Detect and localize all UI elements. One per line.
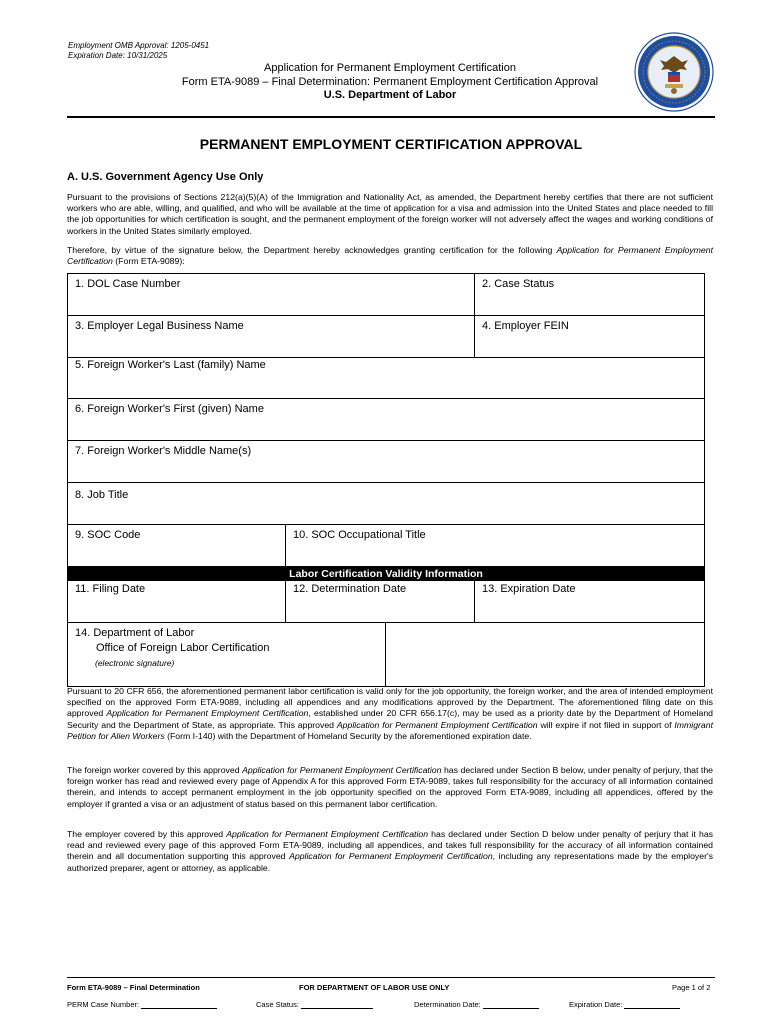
certification-paragraph: Pursuant to the provisions of Sections 212(a)(5)(A) of the Immigration and Nationality Act, as amended, the Department hereby certifies that there are not sufficient workers who are able, willing, and qualified, and who will be available at the time of application for a visa and admission into the United States and place needed to fill the job opportunities for which certification is sought, and the permanent employment of the foreign worker will not adversely affect the wages and working conditions of workers in the United States similarly employed. [67, 192, 713, 236]
field-label: 9. SOC Code [75, 529, 141, 541]
form-row [68, 315, 704, 357]
section-a-heading: A. U.S. Government Agency Use Only [67, 171, 264, 183]
expiration-date-blank[interactable] [624, 1000, 680, 1009]
field-label: 14. Department of Labor [75, 627, 195, 639]
electronic-signature-field[interactable] [385, 623, 704, 686]
header-agency: U.S. Department of Labor [323, 89, 457, 101]
determination-date-field[interactable] [285, 581, 474, 622]
text-run-italic: Application for Permanent Employment Certification [242, 765, 442, 775]
omb-expiration: Expiration Date: 10/31/2025 [68, 51, 168, 60]
form-row [68, 482, 704, 524]
text-run: (Form I-140) with the Department of Homeland Security by the aforementioned expiration date. [164, 730, 532, 741]
field-label: 13. Expiration Date [482, 583, 576, 595]
field-label: 8. Job Title [75, 489, 129, 501]
text-run: has declared under Section B below, under penalty of perjury, that the foreign worker has read and reviewed every page of Appendix A for this approved Form ETA-9089, takes full responsibility for the accuracy of all information contained therein, and intends to accept permanent employment in the job opportunity specified on the approved Form ETA-9089, including all appendices, offered by the employer if granted a visa or an adjustment of status based on this permanent labor certification. [67, 765, 713, 809]
foreign-worker-paragraph [67, 765, 713, 810]
text-run-italic: Application for Permanent Employment Certification [67, 245, 713, 267]
determination-date-blank[interactable] [483, 1000, 539, 1009]
omb-number: Employment OMB Approval: 1205-0451 [68, 41, 210, 50]
soc-code-field[interactable] [68, 525, 285, 566]
text-run: Pursuant to 20 CFR 656, the aforementioned permanent labor certification is valid only for the job opportunity, the foreign worker, and the area of intended employment specified on the approved Form ETA-9089, including all appendices and any modifications approved by the Department. The aforementioned filing date on this approved [67, 686, 713, 719]
text-run: has declared under Section D below under penalty of perjury that it has read and reviewed every page of this approved Form ETA-9089, including all appendices, and takes full responsibility for the accuracy of all information contained therein and all documentation supporting this approved [67, 829, 713, 862]
text-run-italic: Application for Permanent Employment Certification [106, 708, 309, 719]
form-row [68, 274, 704, 315]
field-label: 1. DOL Case Number [75, 278, 181, 290]
field-label: (electronic signature) [95, 658, 175, 668]
field-label: Determination Date: [414, 1000, 481, 1009]
field-label: Case Status: [256, 1000, 299, 1009]
header-line2: Form ETA-9089 – Final Determination: Permanent Employment Certification Approval [181, 75, 599, 88]
text-run-italic: Application for Permanent Employment Certification [226, 829, 429, 839]
dept-of-labor-seal-icon [634, 32, 714, 112]
text-run: , established under 20 CFR 656.17(c), may be used as a priority date by the Department of Homeland Security and the Department of State, as appropriate. This approved [67, 708, 713, 730]
case-status-field[interactable] [474, 274, 704, 315]
text-run-italic: Immigrant Petition for Alien Workers [67, 719, 713, 741]
footer-form-name: Form ETA-9089 – Final Determination [67, 983, 200, 992]
header-divider [67, 116, 715, 118]
case-status-blank[interactable] [301, 1000, 373, 1009]
text-run: Therefore, by virtue of the signature below, the Department hereby acknowledges granting certification for the following [67, 245, 557, 255]
validity-info-bar: Labor Certification Validity Information [68, 566, 704, 581]
text-run: The foreign worker covered by this approved [67, 765, 243, 775]
dol-signature-label [68, 623, 385, 686]
expiration-date-field[interactable] [474, 581, 704, 622]
text-run: , including any representations made by the employer's authorized preparer, agent or attorney, as applicable. [67, 851, 713, 873]
field-label: 5. Foreign Worker's Last (family) Name [75, 359, 266, 371]
text-run: will expire if not filed in support of [537, 719, 675, 730]
field-label: 10. SOC Occupational Title [293, 529, 426, 541]
worker-last-name-field[interactable] [68, 358, 704, 398]
certification-form [67, 273, 705, 687]
omb-approval [68, 41, 209, 61]
field-label: 3. Employer Legal Business Name [75, 320, 244, 332]
form-row [68, 440, 704, 482]
field-label: 2. Case Status [482, 278, 555, 290]
acknowledgement-paragraph [67, 245, 713, 267]
form-row [68, 398, 704, 440]
perm-case-blank[interactable] [141, 1000, 217, 1009]
employer-fein-field[interactable] [474, 316, 704, 357]
job-title-field[interactable] [68, 483, 704, 524]
footer-use-only: FOR DEPARTMENT OF LABOR USE ONLY [299, 983, 450, 992]
field-label: 11. Filing Date [75, 583, 146, 595]
dol-case-number-field[interactable] [68, 274, 474, 315]
filing-date-field[interactable] [68, 581, 285, 622]
form-row [68, 357, 704, 398]
footer-case-status [256, 1000, 373, 1009]
header-line1: Application for Permanent Employment Certification [264, 62, 516, 74]
footer-divider [67, 977, 715, 978]
field-label: 6. Foreign Worker's First (given) Name [75, 403, 264, 415]
page-title: PERMANENT EMPLOYMENT CERTIFICATION APPROVAL [199, 136, 583, 152]
text-run: The employer covered by this approved [67, 829, 227, 839]
form-row [68, 622, 704, 686]
footer-perm-case [67, 1000, 217, 1009]
worker-middle-name-field[interactable] [68, 441, 704, 482]
field-label: Expiration Date: [569, 1000, 623, 1009]
soc-title-field[interactable] [285, 525, 704, 566]
field-label: 7. Foreign Worker's Middle Name(s) [75, 445, 252, 457]
footer-page-number: Page 1 of 2 [672, 983, 711, 992]
form-row [68, 581, 704, 622]
field-label: Office of Foreign Labor Certification [96, 642, 270, 654]
form-row [68, 524, 704, 566]
footer-expiration-date [569, 1000, 680, 1009]
text-run: (Form ETA-9089): [112, 256, 185, 267]
employer-paragraph [67, 829, 713, 874]
footer-determination-date [414, 1000, 539, 1009]
employer-name-field[interactable] [68, 316, 474, 357]
text-run-italic: Application for Permanent Employment Certification [336, 719, 538, 730]
field-label: 4. Employer FEIN [482, 320, 569, 332]
worker-first-name-field[interactable] [68, 399, 704, 440]
field-label: 12. Determination Date [293, 583, 407, 595]
field-label: PERM Case Number: [67, 1000, 140, 1009]
text-run-italic: Application for Permanent Employment Certification [289, 851, 493, 862]
form-header [130, 62, 650, 103]
validity-paragraph [67, 686, 713, 742]
